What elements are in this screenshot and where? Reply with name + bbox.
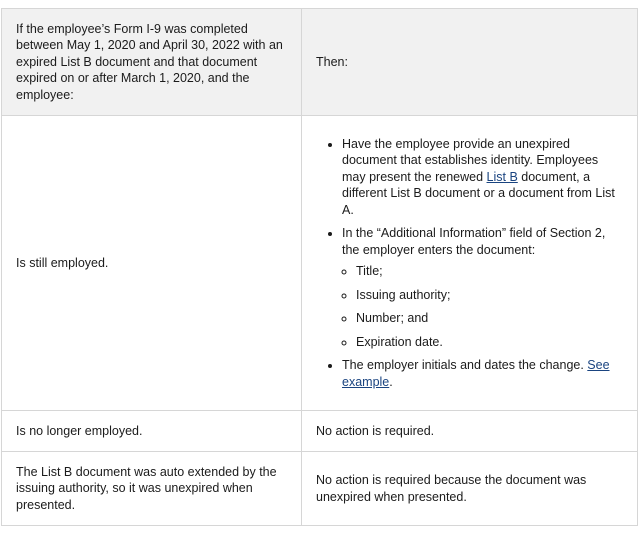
- table-row-still-employed: [2, 116, 638, 411]
- action-cell: [302, 411, 638, 452]
- action-cell: [302, 116, 638, 411]
- step3-text-before: The employer initials and dates the change.: [342, 358, 588, 373]
- list-b-link[interactable]: List B: [486, 169, 518, 184]
- step1-text-after: document, a different List B document or a document from List A.: [342, 169, 615, 217]
- step-initial-and-date: [342, 357, 623, 390]
- header-condition-cell: [2, 9, 302, 116]
- condition-text: Is no longer employed.: [16, 423, 143, 438]
- condition-text: The List B document was auto extended by the issuing authority, so it was unexpired when presented.: [16, 464, 277, 512]
- table-row-auto-extended: [2, 452, 638, 526]
- document-fields-list: [342, 263, 623, 350]
- header-row: [2, 9, 638, 116]
- action-cell: [302, 452, 638, 526]
- action-text: No action is required because the document was unexpired when presented.: [316, 473, 587, 504]
- table-row-no-longer-employed: [2, 411, 638, 452]
- condition-cell: [2, 452, 302, 526]
- action-steps-list: [316, 136, 623, 391]
- i9-rules-table: [1, 8, 638, 526]
- condition-text: Is still employed.: [16, 255, 109, 270]
- condition-cell: [2, 116, 302, 411]
- step-additional-information: [342, 225, 623, 350]
- header-action-cell: [302, 9, 638, 116]
- list-item: ◦ Expiration date.: [356, 334, 623, 351]
- list-item: ◦ Title;: [356, 263, 623, 280]
- list-item: ◦ Issuing authority;: [356, 287, 623, 304]
- list-item: ◦ Number; and: [356, 310, 623, 327]
- condition-cell: [2, 411, 302, 452]
- step3-text-after: .: [389, 374, 393, 389]
- step2-text: In the “Additional Information” field of Section 2, the employer enters the document:: [342, 226, 606, 257]
- header-condition-text: If the employee’s Form I-9 was completed between May 1, 2020 and April 30, 2022 with an expired List B document and that document expired on or after March 1, 2020, and the employee:: [16, 21, 283, 102]
- step1-text-before: Have the employee provide an unexpired document that establishes identity. Employees may present the renewed: [342, 136, 599, 184]
- step-provide-document: [342, 136, 623, 219]
- action-text: No action is required.: [316, 423, 435, 438]
- header-action-text: Then:: [316, 54, 348, 69]
- see-example-link[interactable]: See example: [342, 358, 610, 389]
